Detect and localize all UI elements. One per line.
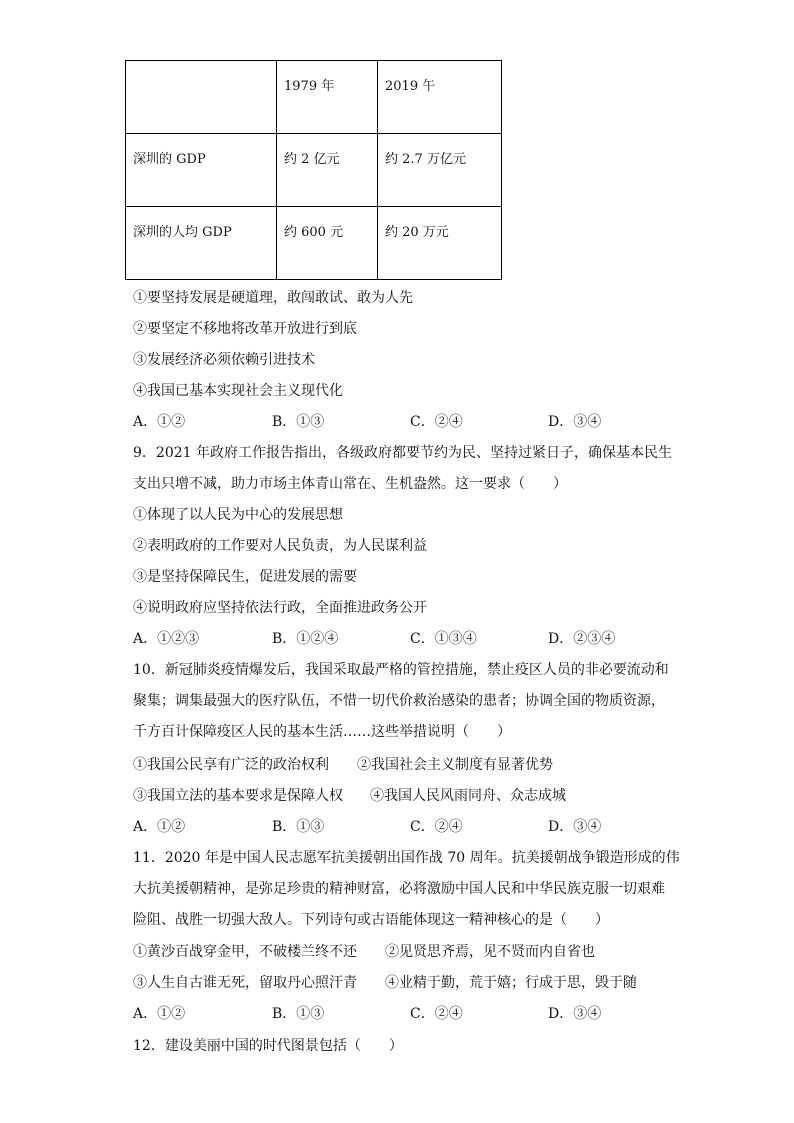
table-cell: 约 2.7 万亿元 bbox=[378, 134, 502, 207]
q11-statement-2: ②见贤思齐焉，见不贤而内自省也 bbox=[385, 944, 595, 960]
q10-stem-line-2: 聚集；调集最强大的医疗队伍，不惜一切代价救治感染的患者；协调全国的物质资源， bbox=[133, 693, 665, 709]
q10-statement-1: ①我国公民享有广泛的政治权利 bbox=[133, 757, 329, 773]
table-cell bbox=[126, 61, 277, 134]
q8-option-b[interactable]: B．①③ bbox=[272, 414, 325, 430]
q11-option-c[interactable]: C．②④ bbox=[410, 1006, 463, 1022]
q9-stem-line-2: 支出只增不减，助力市场主体青山常在、生机盎然。这一要求（ ） bbox=[133, 476, 567, 492]
q9-option-c[interactable]: C．①③④ bbox=[410, 631, 477, 647]
q10-statement-row-1 bbox=[133, 756, 733, 774]
q11-statement-row-2 bbox=[133, 974, 733, 992]
q11-statement-3: ③人生自古谁无死，留取丹心照汗青 bbox=[133, 975, 357, 991]
q8-option-a[interactable]: A．①② bbox=[133, 414, 186, 430]
q10-statement-row-2 bbox=[133, 787, 733, 805]
q11-statement-row-1 bbox=[133, 943, 733, 961]
q11-statement-4: ④业精于勤，荒于嬉；行成于思，毁于随 bbox=[385, 975, 637, 991]
q11-stem-line-3: 险阻、战胜一切强大敌人。下列诗句或古语能体现这一精神核心的是（ ） bbox=[133, 912, 609, 928]
q8-statement-2: ②要坚定不移地将改革开放进行到底 bbox=[133, 321, 357, 337]
q10-option-b[interactable]: B．①③ bbox=[272, 819, 325, 835]
q8-statement-4: ④我国已基本实现社会主义现代化 bbox=[133, 383, 343, 399]
q11-stem-line-1: 11．2020 年是中国人民志愿军抗美援朝出国作战 70 周年。抗美援朝战争锻造形成的伟 bbox=[133, 850, 680, 866]
q9-statement-1: ①体现了以人民为中心的发展思想 bbox=[133, 507, 343, 523]
q12-stem: 12．建设美丽中国的时代图景包括（ ） bbox=[133, 1038, 403, 1054]
q8-option-d[interactable]: D．③④ bbox=[548, 414, 602, 430]
q9-options bbox=[133, 630, 733, 648]
q10-stem-line-1: 10．新冠肺炎疫情爆发后，我国采取最严格的管控措施，禁止疫区人员的非必要流动和 bbox=[133, 662, 669, 678]
q9-option-a[interactable]: A．①②③ bbox=[133, 631, 200, 647]
shenzhen-gdp-table bbox=[125, 60, 502, 280]
q10-statement-2: ②我国社会主义制度有显著优势 bbox=[357, 757, 553, 773]
q11-option-d[interactable]: D．③④ bbox=[548, 1006, 602, 1022]
table-cell: 约 2 亿元 bbox=[277, 134, 378, 207]
q8-statement-3: ③发展经济必须依赖引进技术 bbox=[133, 352, 315, 368]
q10-statement-4: ④我国人民风雨同舟、众志成城 bbox=[370, 788, 566, 804]
table-row bbox=[126, 207, 502, 280]
table-cell: 1979 年 bbox=[277, 61, 378, 134]
table-cell: 深圳的 GDP bbox=[126, 134, 277, 207]
q10-option-d[interactable]: D．③④ bbox=[548, 819, 602, 835]
table-cell: 约 600 元 bbox=[277, 207, 378, 280]
q9-statement-3: ③是坚持保障民生，促进发展的需要 bbox=[133, 569, 357, 585]
q11-option-a[interactable]: A．①② bbox=[133, 1006, 186, 1022]
q10-statement-3: ③我国立法的基本要求是保障人权 bbox=[133, 788, 343, 804]
table-cell: 深圳的人均 GDP bbox=[126, 207, 277, 280]
q10-options bbox=[133, 818, 733, 836]
q11-option-b[interactable]: B．①③ bbox=[272, 1006, 325, 1022]
q10-option-c[interactable]: C．②④ bbox=[410, 819, 463, 835]
table-header-row bbox=[126, 61, 502, 134]
q8-options bbox=[133, 413, 733, 431]
q9-stem-line-1: 9．2021 年政府工作报告指出，各级政府都要节约为民、坚持过紧日子，确保基本民生 bbox=[133, 445, 672, 461]
q10-option-a[interactable]: A．①② bbox=[133, 819, 186, 835]
table-cell: 约 20 万元 bbox=[378, 207, 502, 280]
table-row bbox=[126, 134, 502, 207]
q9-option-b[interactable]: B．①②④ bbox=[272, 631, 339, 647]
q11-statement-1: ①黄沙百战穿金甲，不破楼兰终不还 bbox=[133, 944, 357, 960]
q11-options bbox=[133, 1005, 733, 1023]
q9-statement-4: ④说明政府应坚持依法行政，全面推进政务公开 bbox=[133, 600, 427, 616]
q8-statement-1: ①要坚持发展是硬道理，敢闯敢试、敢为人先 bbox=[133, 290, 413, 306]
q10-stem-line-3: 千方百计保障疫区人民的基本生活……这些举措说明（ ） bbox=[133, 724, 511, 740]
q9-statement-2: ②表明政府的工作要对人民负责，为人民谋利益 bbox=[133, 538, 427, 554]
q9-option-d[interactable]: D．②③④ bbox=[548, 631, 616, 647]
q11-stem-line-2: 大抗美援朝精神，是弥足珍贵的精神财富，必将激励中国人民和中华民族克服一切艰难 bbox=[133, 881, 665, 897]
q8-option-c[interactable]: C．②④ bbox=[410, 414, 463, 430]
table-cell: 2019 午 bbox=[378, 61, 502, 134]
